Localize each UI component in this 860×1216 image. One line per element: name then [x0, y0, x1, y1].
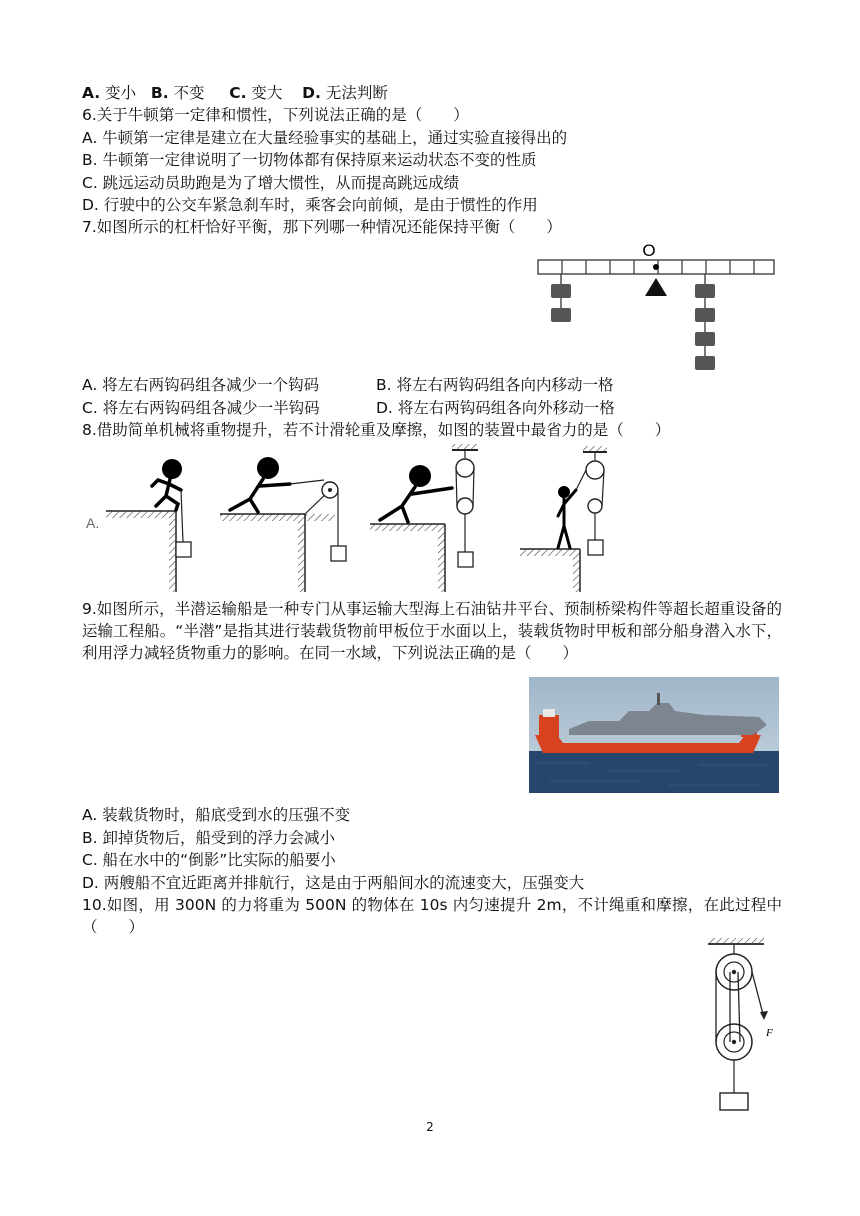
q5-option-b: 不变 — [173, 84, 205, 102]
q7-option-c: C. 将左右两钩码组各减少一半钩码 — [82, 399, 320, 417]
q7-option-a: A. 将左右两钩码组各减少一个钩码 — [82, 376, 320, 394]
machine-a — [86, 459, 191, 592]
fulcrum — [645, 278, 667, 296]
q5-option-c-letter: C. — [229, 84, 247, 102]
q9-option-a: A. 装载货物时，船底受到水的压强不变 — [82, 806, 351, 824]
left-weight-2 — [551, 308, 571, 322]
left-weight-1 — [551, 284, 571, 298]
q5-option-c: 变大 — [251, 84, 283, 102]
machine-d — [520, 446, 607, 592]
q9-option-d: D. 两艘船不宜近距离并排航行，这是由于两船间水的流速变大，压强变大 — [82, 874, 585, 892]
option-a-label: A. — [86, 515, 100, 531]
q6-option-b: B. 牛顿第一定律说明了一切物体都有保持原来运动状态不变的性质 — [82, 151, 537, 169]
q7-stem: 7.如图所示的杠杆恰好平衡，那下列哪一种情况还能保持平衡（ ） — [82, 218, 562, 236]
q5-option-a-letter: A. — [82, 84, 101, 102]
q5-option-d-letter: D. — [302, 84, 321, 102]
q7-option-d: D. 将左右两钩码组各向外移动一格 — [376, 399, 615, 417]
q9-stem: 9.如图所示，半潜运输船是一种专门从事运输大型海上石油钻井平台、预制桥梁构件等超长超重设备的运输工程船。“半潜”是指其进行装载货物前甲板位于水面以上，装载货物时甲板和部分船身潜入水下，利用浮力减轻货物重力的影响。在同一水域，下列说法正确的是（ ） — [82, 600, 782, 662]
machine-c — [370, 444, 478, 592]
q10-stem: 10.如图，用 300N 的力将重为 500N 的物体在 10s 内匀速提升 2m，不计绳重和摩擦，在此过程中（ ） — [82, 896, 782, 936]
q5-option-b-letter: B. — [150, 84, 169, 102]
pivot-label: O — [642, 241, 656, 260]
pulley-figure — [700, 938, 780, 1113]
force-label: F — [766, 1027, 773, 1039]
q9-option-b: B. 卸掉货物后，船受到的浮力会减小 — [82, 829, 335, 847]
right-weight-4 — [695, 356, 715, 370]
lever-figure — [532, 238, 782, 374]
q6-stem: 6.关于牛顿第一定律和惯性，下列说法正确的是（ ） — [82, 106, 469, 124]
q6-option-c: C. 跳远运动员助跑是为了增大惯性，从而提高跳远成绩 — [82, 174, 460, 192]
q9-option-c: C. 船在水中的“倒影”比实际的船要小 — [82, 851, 336, 869]
pivot-dot — [653, 264, 659, 270]
q6-option-d: D. 行驶中的公交车紧急刹车时，乘客会向前倾，是由于惯性的作用 — [82, 196, 538, 214]
right-weight-2 — [695, 308, 715, 322]
force-arrow — [760, 1011, 768, 1020]
machines-figure — [80, 444, 620, 598]
q6-option-a: A. 牛顿第一定律是建立在大量经验事实的基础上，通过实验直接得出的 — [82, 129, 568, 147]
q8-stem: 8.借助简单机械将重物提升，若不计滑轮重及摩擦，如图的装置中最省力的是（ ） — [82, 421, 671, 439]
load-block — [720, 1093, 748, 1110]
right-weight-1 — [695, 284, 715, 298]
q5-options — [82, 82, 388, 104]
q5-option-a: 变小 — [105, 84, 137, 102]
q7-option-b: B. 将左右两钩码组各向内移动一格 — [376, 376, 614, 394]
ship-photo — [529, 677, 779, 793]
sea — [529, 751, 779, 793]
right-weight-3 — [695, 332, 715, 346]
machine-b — [220, 457, 346, 592]
page-number: 2 — [426, 1120, 434, 1134]
q5-option-d: 无法判断 — [325, 84, 388, 102]
